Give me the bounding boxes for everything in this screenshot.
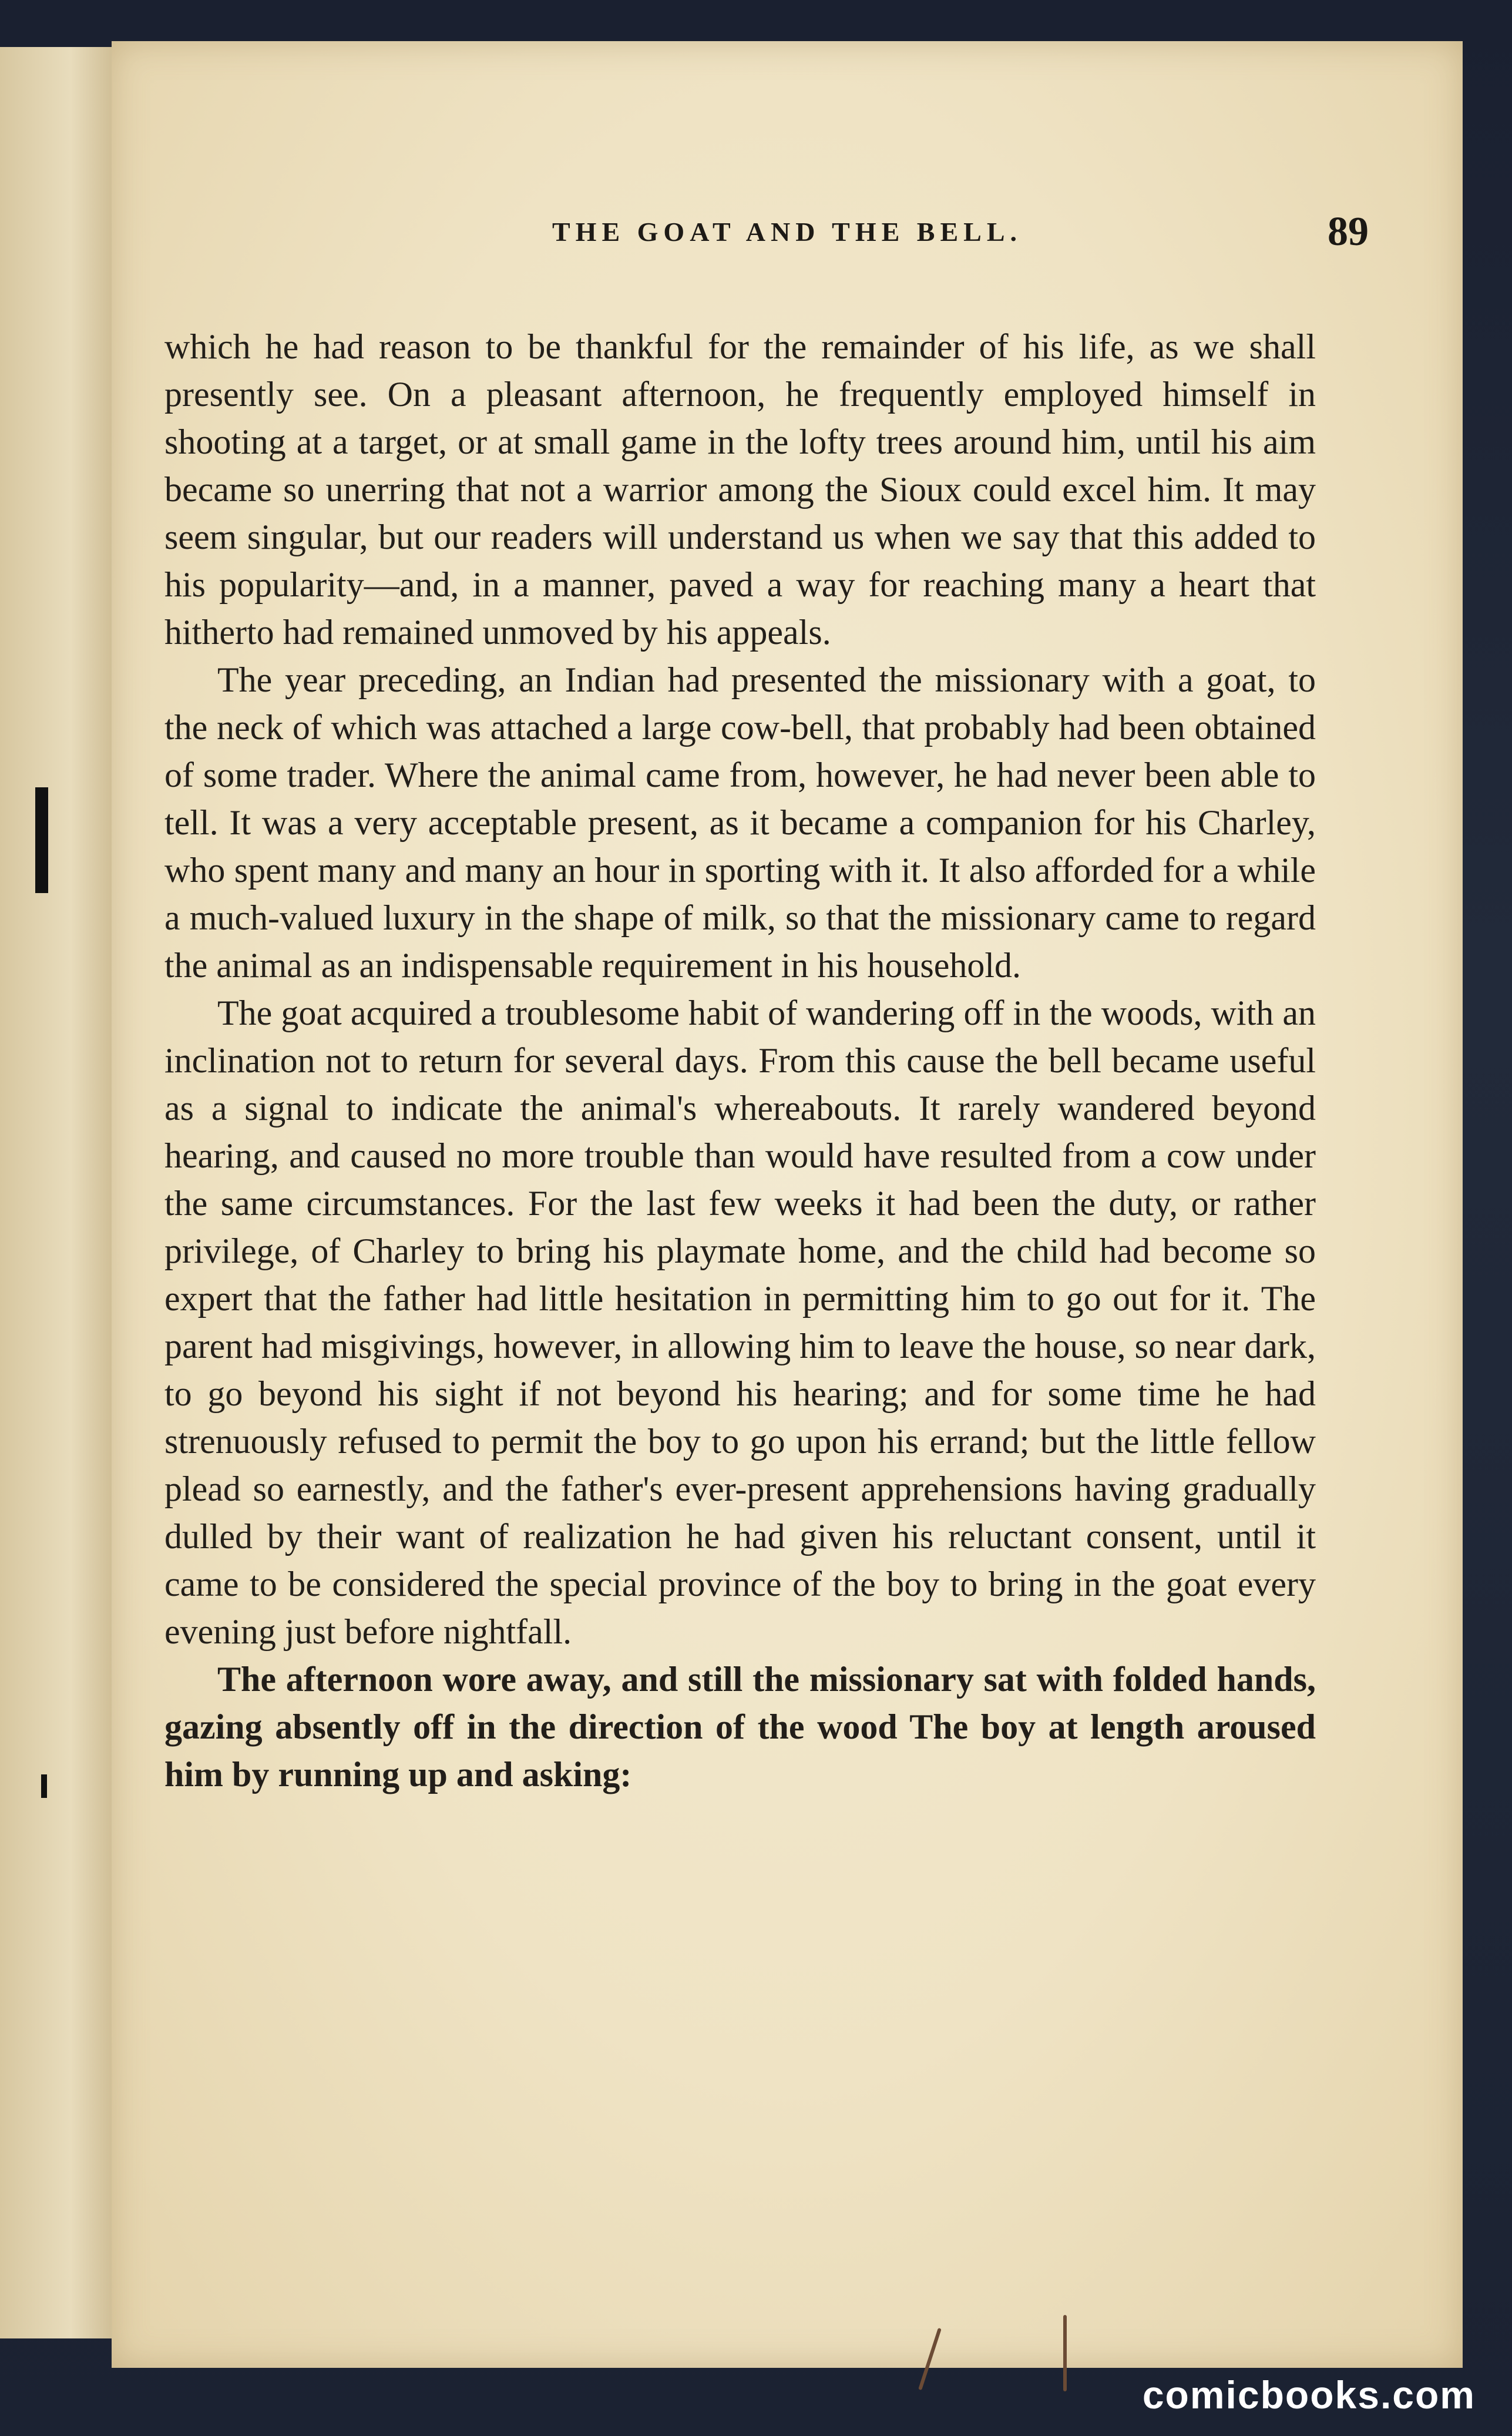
page-edge-mark xyxy=(35,787,48,893)
running-title: THE GOAT AND THE BELL. xyxy=(552,217,1023,247)
facing-page-edge xyxy=(0,47,121,2338)
page-number: 89 xyxy=(1328,209,1369,254)
running-head xyxy=(112,197,1463,267)
page-edge-tick xyxy=(41,1774,47,1798)
book-page xyxy=(112,41,1463,2368)
paragraph: The year preceding, an Indian had presented the missionary with a goat, to the neck of which was attached a large cow-bell, that probably had been obtained of some trader. Where the animal came from, however, he had never been able to tell. It was a very acceptable present, as it became a companion for his Charley, who spent many and many an hour in sporting with it. It also afforded for a while a much-valued luxury in the shape of milk, so that the missionary came to regard the animal as an indispensable requirement in his household. xyxy=(164,660,1316,985)
paragraph: The goat acquired a troublesome habit of wandering off in the woods, with an inclination not to return for several days. From this cause the bell became useful as a signal to indicate the animal's whereabouts. It rarely wandered beyond hearing, and caused no more trouble than would have resulted from a cow under the same circumstances. For the last few weeks it had been the duty, or rather privilege, of Charley to bring his playmate home, and the child had become so expert that the father had little hesitation in permitting him to go out for it. The parent had misgivings, however, in allowing him to leave the house, so near dark, to go beyond his sight if not beyond his hearing; and for some time he had strenuously refused to permit the boy to go upon his errand; but the little fellow plead so earnestly, and the father's ever-present apprehensions having gradually dulled by their want of realization he had given his reluctant consent, until it came to be considered the special province of the boy to bring in the goat every evening just before nightfall. xyxy=(164,994,1316,1651)
pencil-mark xyxy=(1063,2315,1067,2391)
pencil-mark xyxy=(918,2328,942,2390)
paragraph: The afternoon wore away, and still the missionary sat with folded hands, gazing absently off in the direction of the wood The boy at length aroused him by running up and asking: xyxy=(164,1660,1316,1794)
site-watermark: comicbooks.com xyxy=(1142,2373,1476,2417)
body-text xyxy=(164,323,1316,1799)
paragraph: which he had reason to be thankful for the remainder of his life, as we shall presently see. On a pleasant afternoon, he frequently employed himself in shooting at a target, or at small game in the lofty trees around him, until his aim became so unerring that not a warrior among the Sioux could excel him. It may seem singular, but our readers will understand us when we say that this added to his popularity—and, in a manner, paved a way for reaching many a heart that hitherto had remained unmoved by his appeals. xyxy=(164,327,1316,652)
